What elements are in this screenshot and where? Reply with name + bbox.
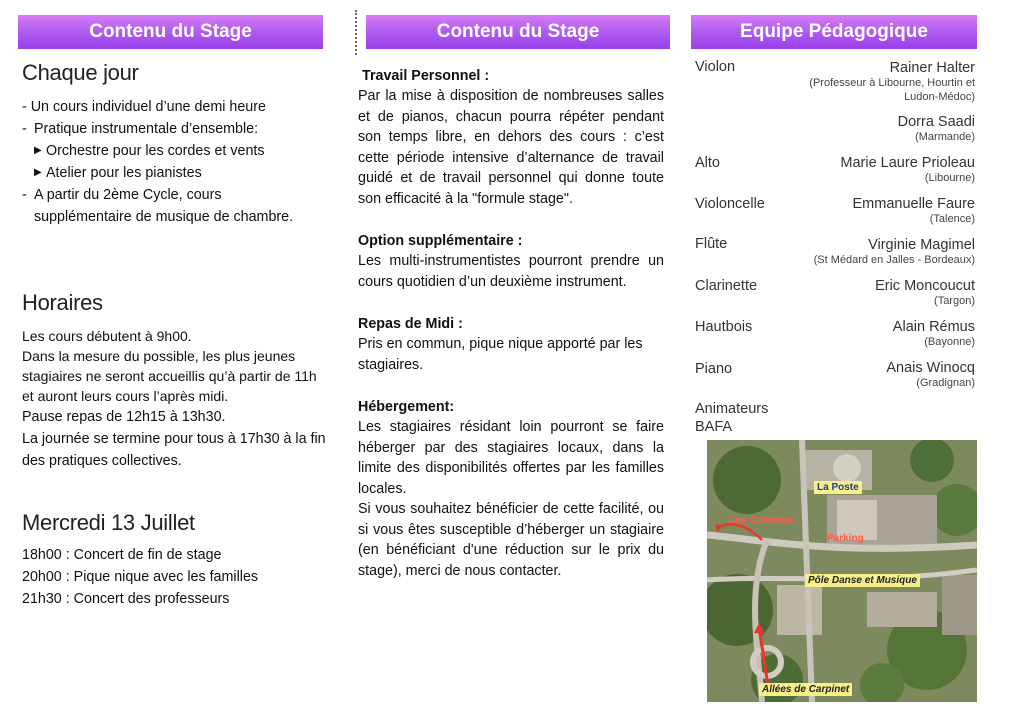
instrument-label: BAFA bbox=[695, 419, 733, 435]
teacher-city: (Gradignan) bbox=[916, 377, 975, 389]
instrument-label: Alto bbox=[695, 155, 720, 171]
banner-contenu-2 bbox=[366, 15, 670, 49]
section-text: Les multi-instrumentistes pourront prendre un cours quotidien d’un deuxième instrument. bbox=[358, 253, 664, 290]
instrument-label: Flûte bbox=[695, 236, 728, 252]
map-label-la-poste: La Poste bbox=[814, 481, 862, 494]
teacher-name: Virginie Magimel bbox=[868, 237, 975, 253]
map-label-pole: Pôle Danse et Musique bbox=[805, 574, 920, 587]
heading-horaires: Horaires bbox=[22, 290, 103, 315]
teacher-name: Emmanuelle Faure bbox=[852, 196, 975, 212]
teacher-city: (Targon) bbox=[934, 295, 975, 307]
column-middle bbox=[358, 66, 664, 603]
section-text: Par la mise à disposition de nombreuses salles et de pianos, chacun pourra répéter pendant son temps libre, en dehors des cours : c’est cette période intensive d’alternance de travail guidé et de travail personnel qui donne toute son efficacité à la "formule stage". bbox=[358, 88, 664, 207]
sub-list-item: ▶ Atelier pour les pianistes bbox=[22, 162, 332, 184]
teacher-name: Marie Laure Prioleau bbox=[840, 155, 975, 171]
teacher-city: (Bayonne) bbox=[924, 336, 975, 348]
sub-list-item: ▶ Orchestre pour les cordes et vents bbox=[22, 140, 332, 162]
teacher-city: (Marmande) bbox=[915, 131, 975, 143]
event-line: 21h30 : Concert des professeurs bbox=[22, 591, 230, 607]
section-title: Option supplémentaire : bbox=[358, 233, 523, 249]
banner-title: Equipe Pédagogique bbox=[740, 21, 928, 42]
location-map bbox=[707, 440, 977, 702]
list-item-continuation: supplémentaire de musique de chambre. bbox=[34, 209, 294, 225]
section-text: Pris en commun, pique nique apporté par les stagiaires. bbox=[358, 336, 643, 373]
triangle-bullet-icon: ▶ bbox=[34, 145, 42, 156]
banner-contenu-1 bbox=[18, 15, 323, 49]
list-item: - Un cours individuel d’une demi heure bbox=[22, 99, 266, 115]
section-title: Repas de Midi : bbox=[358, 316, 463, 332]
section-travail bbox=[358, 66, 664, 209]
section-repas bbox=[358, 314, 664, 375]
section-option bbox=[358, 231, 664, 292]
teacher-city: (Libourne) bbox=[924, 172, 975, 184]
event-line: 20h00 : Pique nique avec les familles bbox=[22, 569, 259, 585]
event-line: 18h00 : Concert de fin de stage bbox=[22, 547, 222, 563]
section-text: Si vous souhaitez bénéficier de cette facilité, ou si vous êtes susceptible d’héberger un stagiaire (en bénéficiant d'une réduction sur le prix du stage), merci de nous contacter. bbox=[358, 501, 664, 579]
horaires-line: Pause repas de 12h15 à 13h30. bbox=[22, 409, 226, 425]
teacher-city: (Talence) bbox=[929, 213, 975, 225]
instrument-label: Violoncelle bbox=[695, 196, 765, 212]
map-graphic bbox=[707, 440, 977, 702]
teacher-name: Rainer Halter bbox=[889, 60, 975, 76]
heading-chaque-jour: Chaque jour bbox=[22, 60, 139, 85]
map-label-les-colonnes: Les Colonnes bbox=[729, 515, 795, 526]
instrument-label: Piano bbox=[695, 361, 733, 377]
banner-title: Contenu du Stage bbox=[89, 21, 252, 42]
list-item: - Pratique instrumentale d’ensemble: bbox=[22, 121, 259, 137]
section-title: Hébergement: bbox=[358, 399, 455, 415]
list-item: - A partir du 2ème Cycle, cours bbox=[22, 187, 222, 203]
section-hebergement bbox=[358, 397, 664, 581]
instrument-label: Clarinette bbox=[695, 278, 758, 294]
horaires-line: Dans la mesure du possible, les plus jeunes stagiaires ne seront accueillis qu’à partir de 11h et auront leurs cours l’après midi. bbox=[22, 348, 317, 404]
teacher-name: Alain Rémus bbox=[892, 319, 975, 335]
teacher-city: (St Médard en Jalles - Bordeaux) bbox=[813, 254, 975, 266]
teacher-name: Eric Moncoucut bbox=[875, 278, 975, 294]
map-label-allees: Allées de Carpinet bbox=[759, 683, 852, 696]
heading-mercredi: Mercredi 13 Juillet bbox=[22, 510, 195, 535]
banner-title: Contenu du Stage bbox=[436, 21, 600, 42]
column-left bbox=[22, 60, 332, 610]
instrument-label: Violon bbox=[695, 59, 736, 75]
map-label-parking: Parking bbox=[827, 533, 864, 544]
teacher-city: Ludon-Médoc) bbox=[904, 91, 975, 103]
horaires-line: La journée se termine pour tous à 17h30 à la fin des pratiques collectives. bbox=[22, 431, 326, 469]
instrument-label: Animateurs bbox=[695, 401, 769, 417]
section-text: Les stagiaires résidant loin pourront se faire héberger par des stagiaires locaux, dans la limite des disponibilités offertes par les familles locales. bbox=[358, 419, 664, 497]
teacher-city: (Professeur à Libourne, Hourtin et bbox=[809, 77, 975, 89]
column-divider bbox=[355, 10, 357, 55]
instrument-label: Hautbois bbox=[695, 319, 753, 335]
teacher-name: Dorra Saadi bbox=[897, 114, 975, 130]
section-title: Travail Personnel : bbox=[362, 68, 490, 84]
banner-equipe bbox=[691, 15, 977, 49]
triangle-bullet-icon: ▶ bbox=[34, 167, 42, 178]
teacher-name: Anais Winocq bbox=[886, 360, 975, 376]
horaires-line: Les cours débutent à 9h00. bbox=[22, 328, 192, 344]
